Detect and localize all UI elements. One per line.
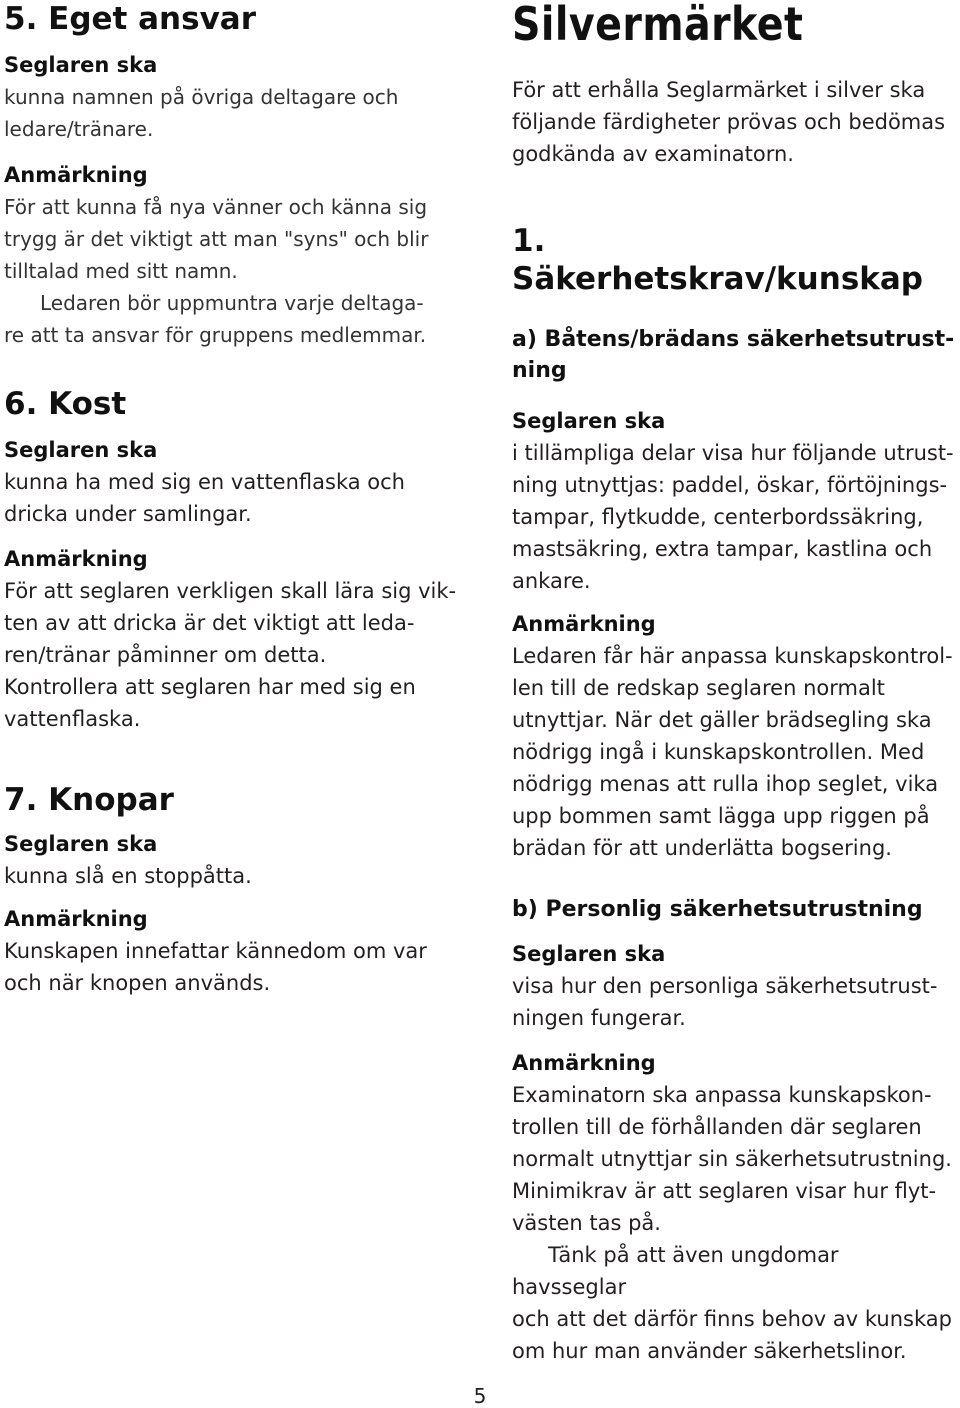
body-text: kunna ha med sig en vattenflaska och dricka under samlingar. bbox=[4, 470, 405, 526]
body-text: kunna namnen på övriga deltagare och ledare/tränare. bbox=[4, 85, 399, 141]
body-text: Examinatorn ska anpassa kunskapskon- trollen till de förhållanden där seglaren normalt utnyttjar sin säkerhetsutrustning. Minimikrav är att seglaren visar hur flyt- västen tas på. bbox=[512, 1083, 952, 1235]
section-heading: 7. Knopar bbox=[4, 782, 174, 818]
body-text: För att kunna få nya vänner och känna sig trygg är det viktigt att man "syns" och blir tilltalad med sitt namn. bbox=[4, 195, 429, 283]
label-anmarkning: Anmärkning bbox=[4, 907, 148, 931]
label-seglaren-ska: Seglaren ska bbox=[4, 832, 158, 856]
body-text: Tänk på att även ungdomar havsseglar och att det därför finns behov av kunskap om hur man använder säkerhetslinor. bbox=[512, 1243, 952, 1363]
section-heading: 1. Säkerhetskrav/kunskap bbox=[512, 223, 923, 297]
label-anmarkning: Anmärkning bbox=[4, 547, 148, 571]
subsection-personlig-utrustning bbox=[512, 894, 958, 1367]
section-heading: 5. Eget ansvar bbox=[4, 1, 256, 37]
label-seglaren-ska: Seglaren ska bbox=[512, 942, 666, 966]
label-anmarkning: Anmärkning bbox=[512, 1051, 656, 1075]
page-title: Silvermärket bbox=[512, 0, 804, 51]
subsection-heading: a) Båtens/brädans säkerhetsutrust- ning bbox=[512, 327, 955, 383]
label-anmarkning: Anmärkning bbox=[512, 612, 656, 636]
intro-text: För att erhålla Seglarmärket i silver ska följande färdigheter prövas och bedömas godkända av examinatorn. bbox=[512, 78, 946, 166]
section-heading: 6. Kost bbox=[4, 386, 127, 422]
section-kost bbox=[4, 385, 474, 735]
body-text: Ledaren bör uppmuntra varje deltaga- re att ta ansvar för gruppens medlemmar. bbox=[4, 291, 427, 347]
section-eget-ansvar bbox=[4, 0, 474, 351]
label-seglaren-ska: Seglaren ska bbox=[4, 438, 158, 462]
body-text: För att seglaren verkligen skall lära sig vik- ten av att dricka är det viktigt att leda- ren/tränar påminner om detta. Kontrollera att seglaren har med sig en vattenflaska. bbox=[4, 579, 457, 731]
subsection-batens-utrustning bbox=[512, 324, 958, 864]
right-column bbox=[512, 0, 958, 1367]
section-knopar bbox=[4, 781, 474, 999]
body-text: visa hur den personliga säkerhetsutrust- ningen fungerar. bbox=[512, 974, 938, 1030]
body-text: i tillämpliga delar visa hur följande utrust- ning utnyttjas: paddel, öskar, förtöjnings- tampar, flytkudde, centerbordssäkring, mastsäkring, extra tampar, kastlina och ankare. bbox=[512, 441, 954, 593]
body-text: Ledaren får här anpassa kunskapskontrol- len till de redskap seglaren normalt utnyttjar. När det gäller brädsegling ska nödrigg ingå i kunskapskontrollen. Med nödrigg menas att rulla ihop seglet, vika upp bommen samt lägga upp riggen på brädan för att underlätta bogsering. bbox=[512, 644, 953, 860]
page-number: 5 bbox=[473, 1384, 487, 1408]
left-column bbox=[4, 0, 474, 999]
label-seglaren-ska: Seglaren ska bbox=[512, 409, 666, 433]
label-anmarkning: Anmärkning bbox=[4, 163, 148, 187]
body-text: kunna slå en stoppåtta. bbox=[4, 864, 252, 888]
label-seglaren-ska: Seglaren ska bbox=[4, 53, 158, 77]
body-text: Kunskapen innefattar kännedom om var och när knopen används. bbox=[4, 939, 427, 995]
subsection-heading: b) Personlig säkerhetsutrustning bbox=[512, 897, 923, 922]
